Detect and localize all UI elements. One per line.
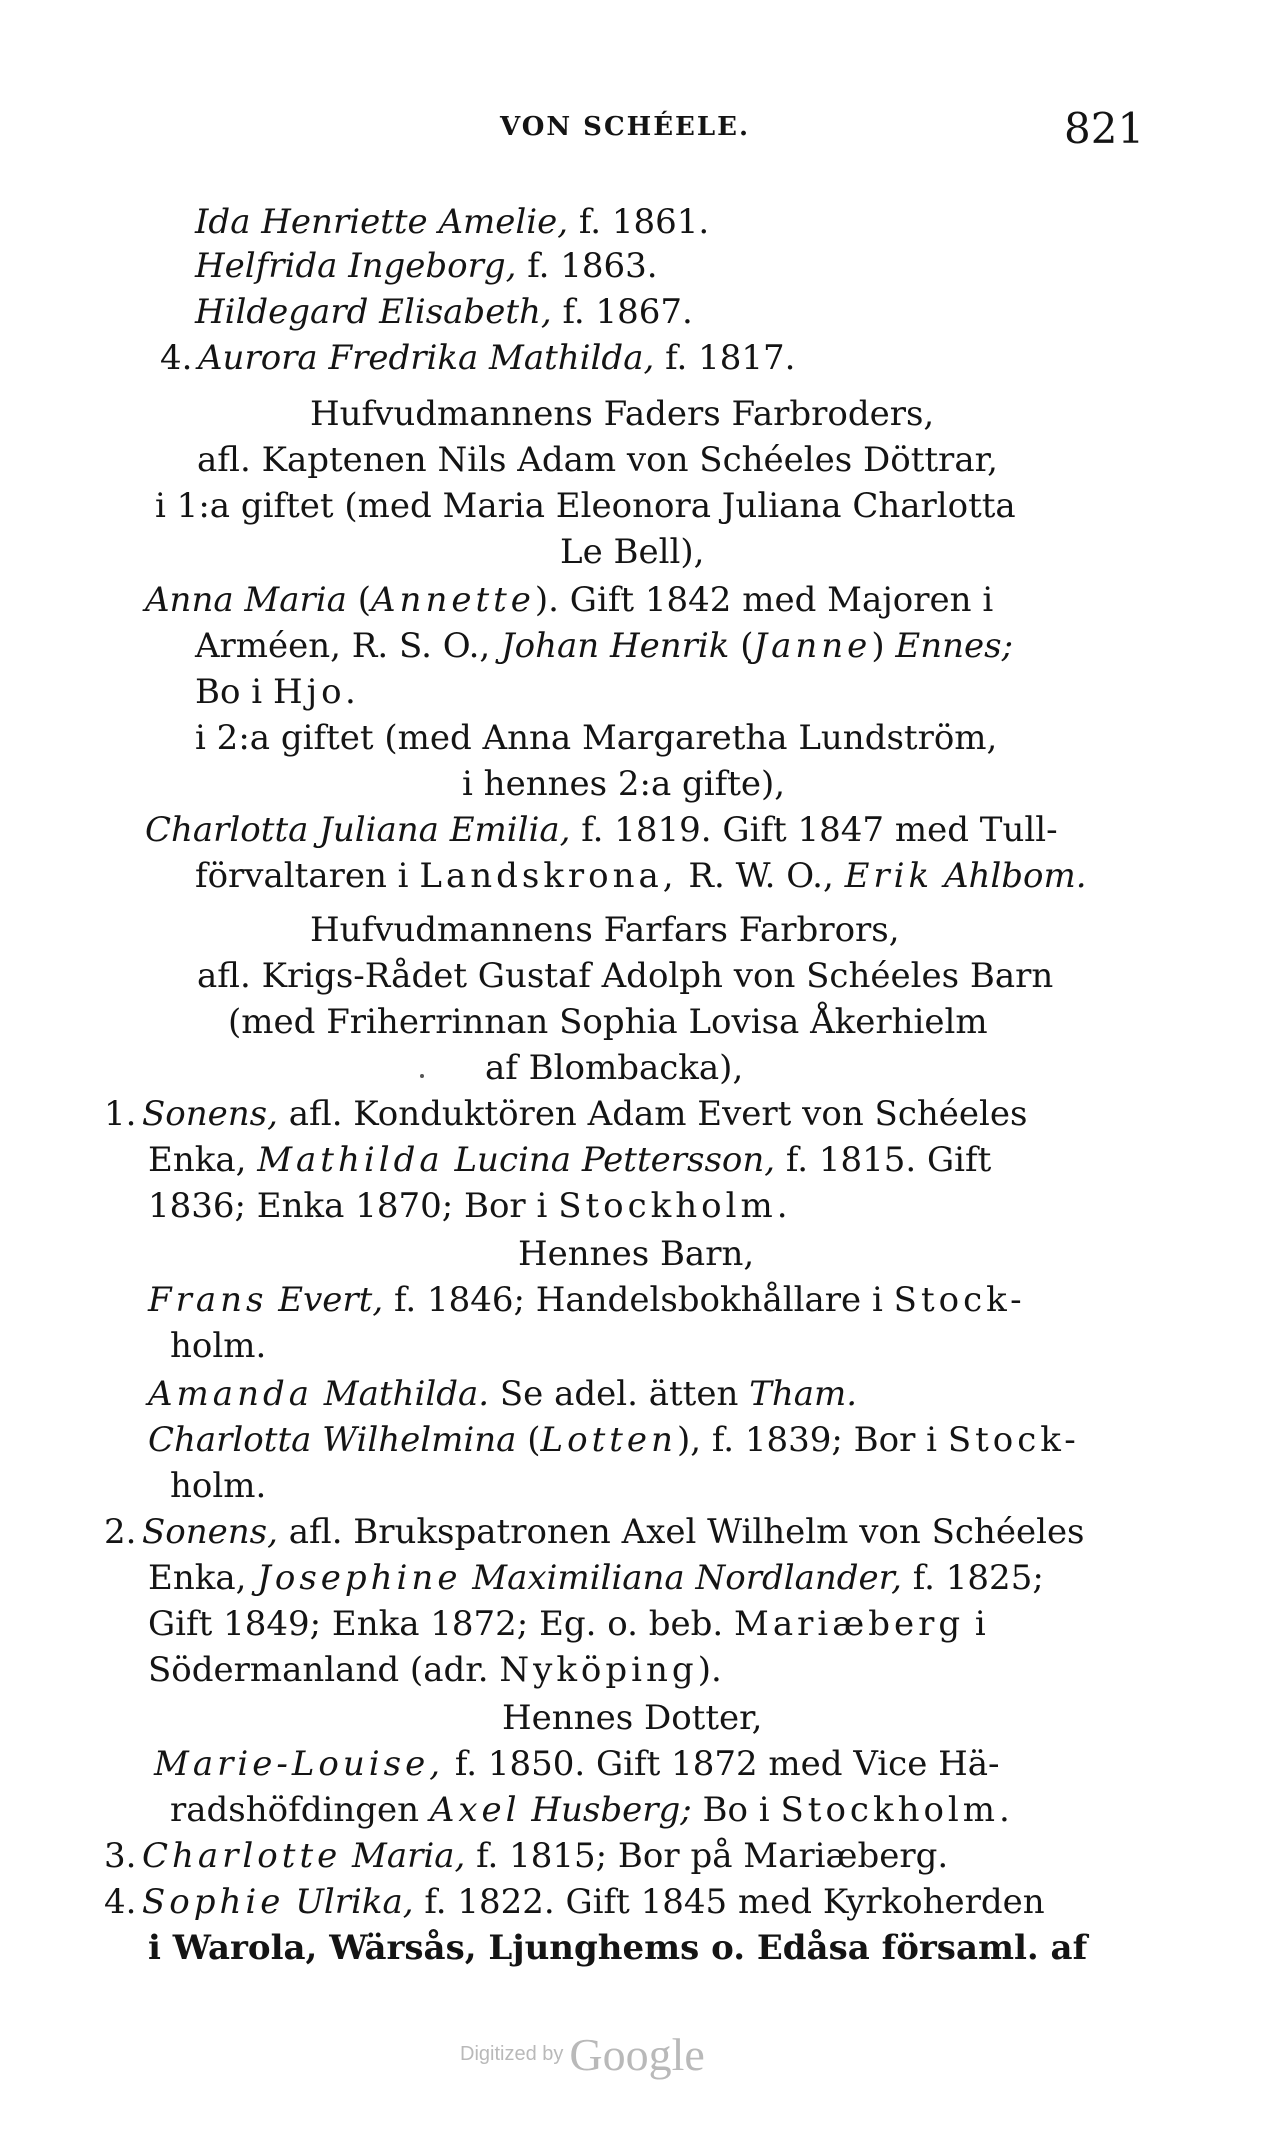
text-line: Charlotta Juliana Emilia, f. 1819. Gift 1847 med Tull- (145, 810, 1058, 850)
text-line: (med Friherrinnan Sophia Lovisa Åkerhielm (228, 1002, 988, 1042)
text-line: 1. Sonens, afl. Konduktören Adam Evert von Schéeles (104, 1094, 1028, 1134)
text-line: radshöfdingen Axel Husberg; Bo i Stockholm. (170, 1790, 1014, 1830)
text-line: Marie-Louise, f. 1850. Gift 1872 med Vice Hä- (154, 1744, 1000, 1784)
text-line: Charlotta Wilhelmina (Lotten), f. 1839; Bor i Stock- (148, 1420, 1080, 1460)
text-line: 2. Sonens, afl. Brukspatronen Axel Wilhelm von Schéeles (104, 1512, 1085, 1552)
section-heading: Hennes Barn, (518, 1234, 755, 1274)
text-line: Le Bell), (560, 532, 705, 572)
text-line: Amanda Mathilda. Se adel. ätten Tham. (148, 1374, 858, 1414)
text-line: i 2:a giftet (med Anna Margaretha Lundström, (195, 718, 998, 758)
google-logo: Google (569, 2029, 705, 2080)
text-line: Södermanland (adr. Nyköping). (148, 1650, 722, 1690)
stray-dot (420, 1074, 424, 1078)
text-line: Bo i Hjo. (195, 672, 360, 712)
text-line: Enka, Mathilda Lucina Pettersson, f. 1815. Gift (148, 1140, 992, 1180)
text-line: af Blombacka), (485, 1048, 744, 1088)
watermark-prefix: Digitized by (460, 2043, 564, 2065)
text-line: Ida Henriette Amelie, f. 1861. (195, 202, 710, 242)
text-line: Frans Evert, f. 1846; Handelsbokhållare i Stock- (148, 1280, 1026, 1320)
digitized-watermark (460, 2028, 705, 2081)
text-line: Hildegard Elisabeth, f. 1867. (195, 292, 693, 332)
text-line: afl. Krigs-Rådet Gustaf Adolph von Schéeles Barn (197, 956, 1054, 996)
running-head: VON SCHÉELE. (500, 112, 751, 142)
text-line: i 1:a giftet (med Maria Eleonora Juliana Charlotta (155, 486, 1016, 526)
text-line: förvaltaren i Landskrona, R. W. O., Erik Ahlbom. (195, 856, 1087, 896)
text-line: i hennes 2:a gifte), (462, 764, 786, 804)
text-line: i Warola, Wärsås, Ljunghems o. Edåsa församl. af (148, 1928, 1088, 1968)
text-line: 3. Charlotte Maria, f. 1815; Bor på Mariæberg. (104, 1836, 949, 1876)
page-number: 821 (1064, 104, 1145, 153)
text-line: 4. Sophie Ulrika, f. 1822. Gift 1845 med Kyrkoherden (104, 1882, 1045, 1922)
text-line: holm. (170, 1466, 267, 1506)
text-line: 4. Aurora Fredrika Mathilda, f. 1817. (160, 338, 796, 378)
section-heading: Hufvudmannens Farfars Farbrors, (310, 910, 900, 950)
text-line: Arméen, R. S. O., Johan Henrik (Janne) Ennes; (195, 626, 1014, 666)
text-line: Gift 1849; Enka 1872; Eg. o. beb. Mariæberg i (148, 1604, 986, 1644)
text-line: Enka, Josephine Maximiliana Nordlander, f. 1825; (148, 1558, 1044, 1598)
text-line: afl. Kaptenen Nils Adam von Schéeles Döttrar, (197, 440, 998, 480)
text-line: Anna Maria (Annette). Gift 1842 med Majoren i (145, 580, 994, 620)
section-heading: Hennes Dotter, (502, 1698, 763, 1738)
text-line: Helfrida Ingeborg, f. 1863. (195, 246, 658, 286)
text-line: 1836; Enka 1870; Bor i Stockholm. (148, 1186, 792, 1226)
section-heading: Hufvudmannens Faders Farbroders, (310, 394, 935, 434)
text-line: holm. (170, 1326, 267, 1366)
